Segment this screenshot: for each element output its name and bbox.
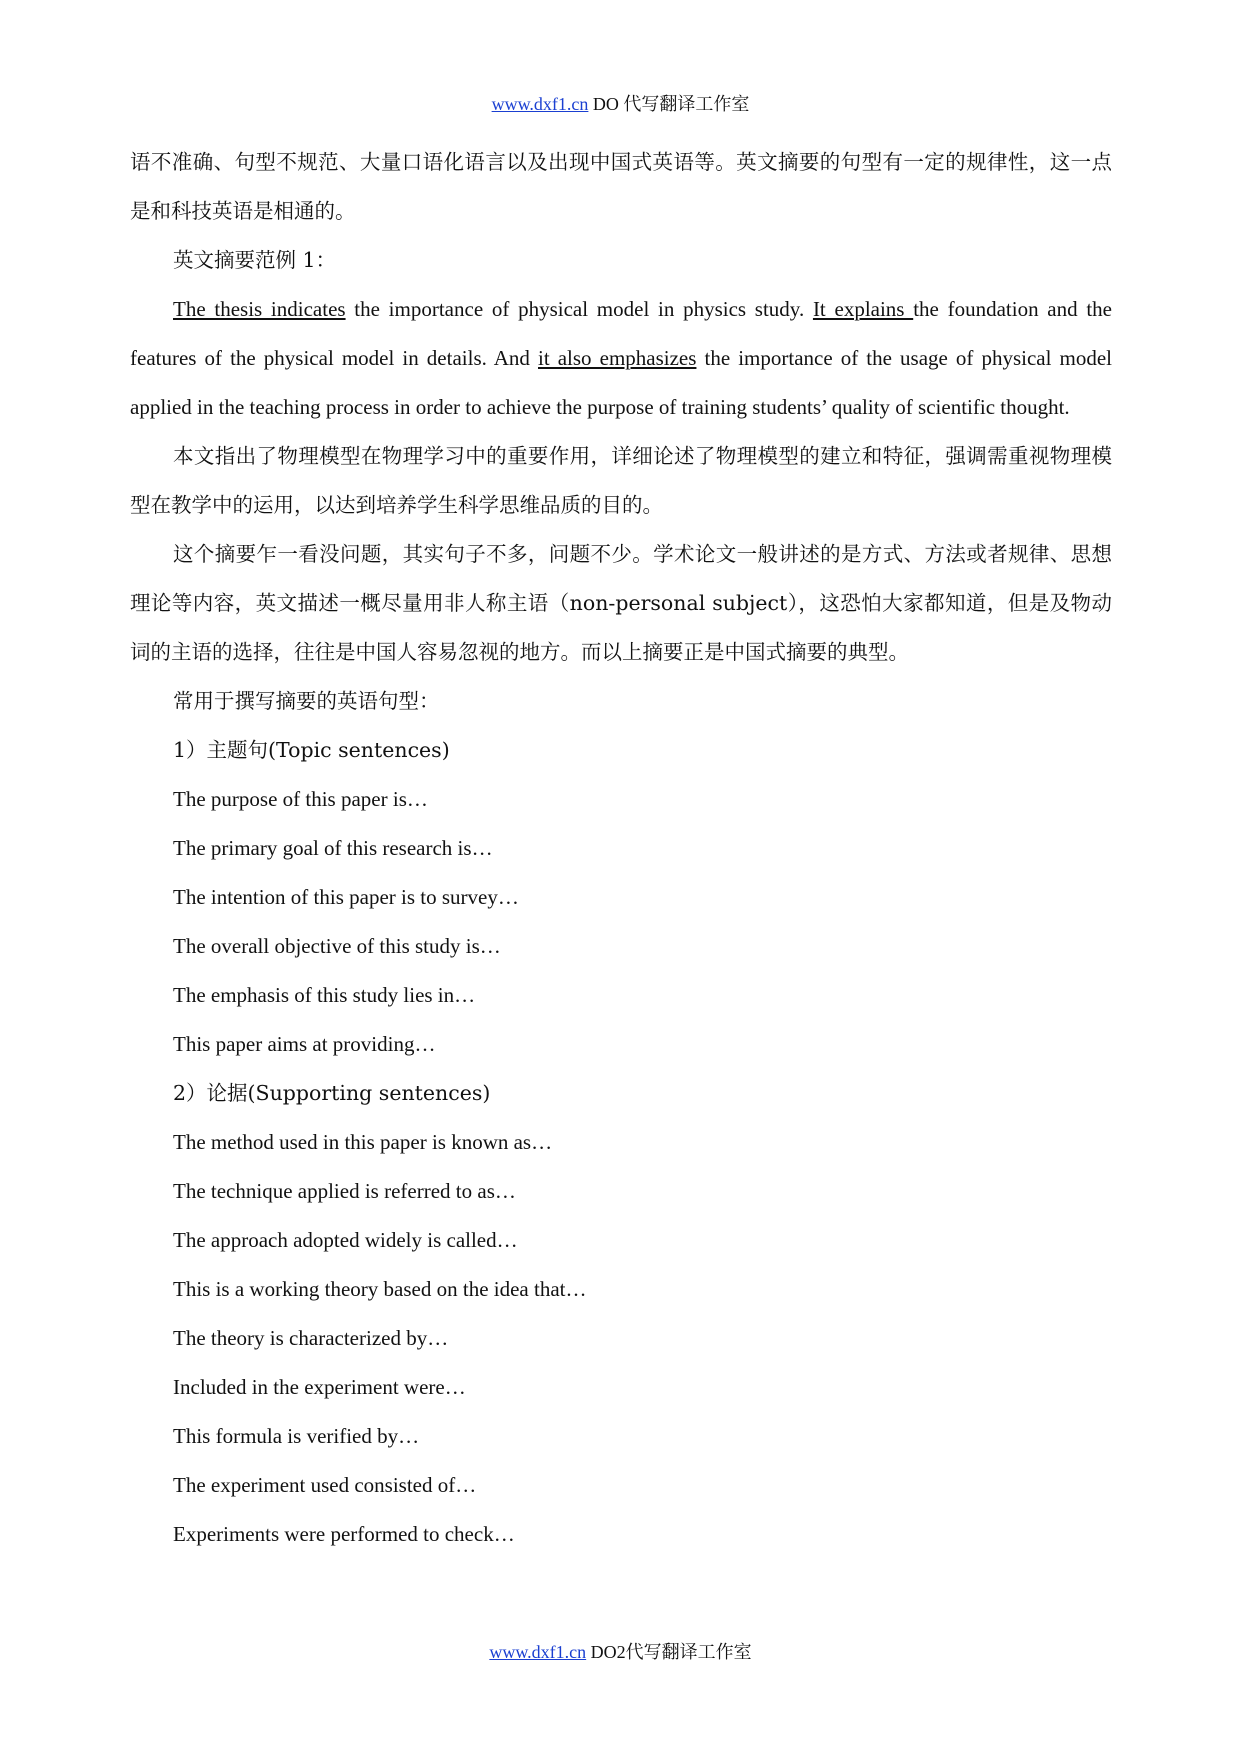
list-item: This formula is verified by… [173, 1424, 420, 1448]
list-item: This is a working theory based on the idea that… [173, 1277, 587, 1301]
list-item: Experiments were performed to check… [173, 1522, 515, 1546]
sentence-patterns-heading: 常用于撰写摘要的英语句型： [173, 689, 440, 713]
page-footer [0, 1638, 1241, 1664]
example-heading: 英文摘要范例 1： [173, 248, 337, 272]
list-item: The experiment used consisted of… [173, 1473, 477, 1497]
underlined-phrase: it also emphasizes [538, 346, 697, 370]
page-header [0, 90, 1241, 116]
topic-sentences-list [130, 775, 1112, 1069]
supporting-sentences-heading: 2）论据(Supporting sentences) [173, 1081, 491, 1105]
list-item: The technique applied is referred to as… [173, 1179, 516, 1203]
list-item: The overall objective of this study is… [173, 934, 501, 958]
list-item: The method used in this paper is known as… [173, 1130, 553, 1154]
list-item: The approach adopted widely is called… [173, 1228, 518, 1252]
underlined-phrase: It explains [812, 297, 914, 321]
header-site-link[interactable]: www.dxf1.cn [491, 94, 589, 114]
list-item: The theory is characterized by… [173, 1326, 449, 1350]
list-item: The purpose of this paper is… [173, 787, 428, 811]
list-item: The emphasis of this study lies in… [173, 983, 476, 1007]
footer-site-link[interactable]: www.dxf1.cn [489, 1642, 587, 1662]
topic-sentences-heading: 1）主题句(Topic sentences) [173, 738, 450, 762]
commentary-paragraph: 这个摘要乍一看没问题，其实句子不多，问题不少。学术论文一般讲述的是方式、方法或者规律、思想理论等内容，英文描述一概尽量用非人称主语（non-personal subject），这恐怕大家都知道，但是及物动词的主语的选择，往往是中国人容易忽视的地方。而以上摘要正是中国式摘要的典型。 [130, 542, 1112, 664]
supporting-sentences-list [130, 1118, 1112, 1559]
list-item: Included in the experiment were… [173, 1375, 466, 1399]
footer-text: DO2代写翻译工作室 [586, 1642, 752, 1662]
text-segment: the importance of physical model in physics study. [345, 297, 813, 321]
text-segment: the foundation and the features of the physical model in details. And [130, 297, 1112, 370]
list-item: This paper aims at providing… [173, 1032, 436, 1056]
list-item: The primary goal of this research is… [173, 836, 493, 860]
paragraph-continuation: 语不准确、句型不规范、大量口语化语言以及出现中国式英语等。英文摘要的句型有一定的规律性，这一点是和科技英语是相通的。 [130, 150, 1112, 223]
text-segment: the importance of the usage of physical model applied in the teaching process in order to achieve the purpose of training students’ quality of scientific thought. [130, 346, 1112, 419]
underlined-phrase: The thesis indicates [173, 297, 346, 321]
english-abstract-example [130, 285, 1112, 432]
header-text: DO 代写翻译工作室 [588, 94, 750, 114]
chinese-abstract-example: 本文指出了物理模型在物理学习中的重要作用，详细论述了物理模型的建立和特征，强调需重视物理模型在教学中的运用，以达到培养学生科学思维品质的目的。 [130, 444, 1112, 517]
document-body [130, 138, 1112, 1559]
list-item: The intention of this paper is to survey… [173, 885, 519, 909]
